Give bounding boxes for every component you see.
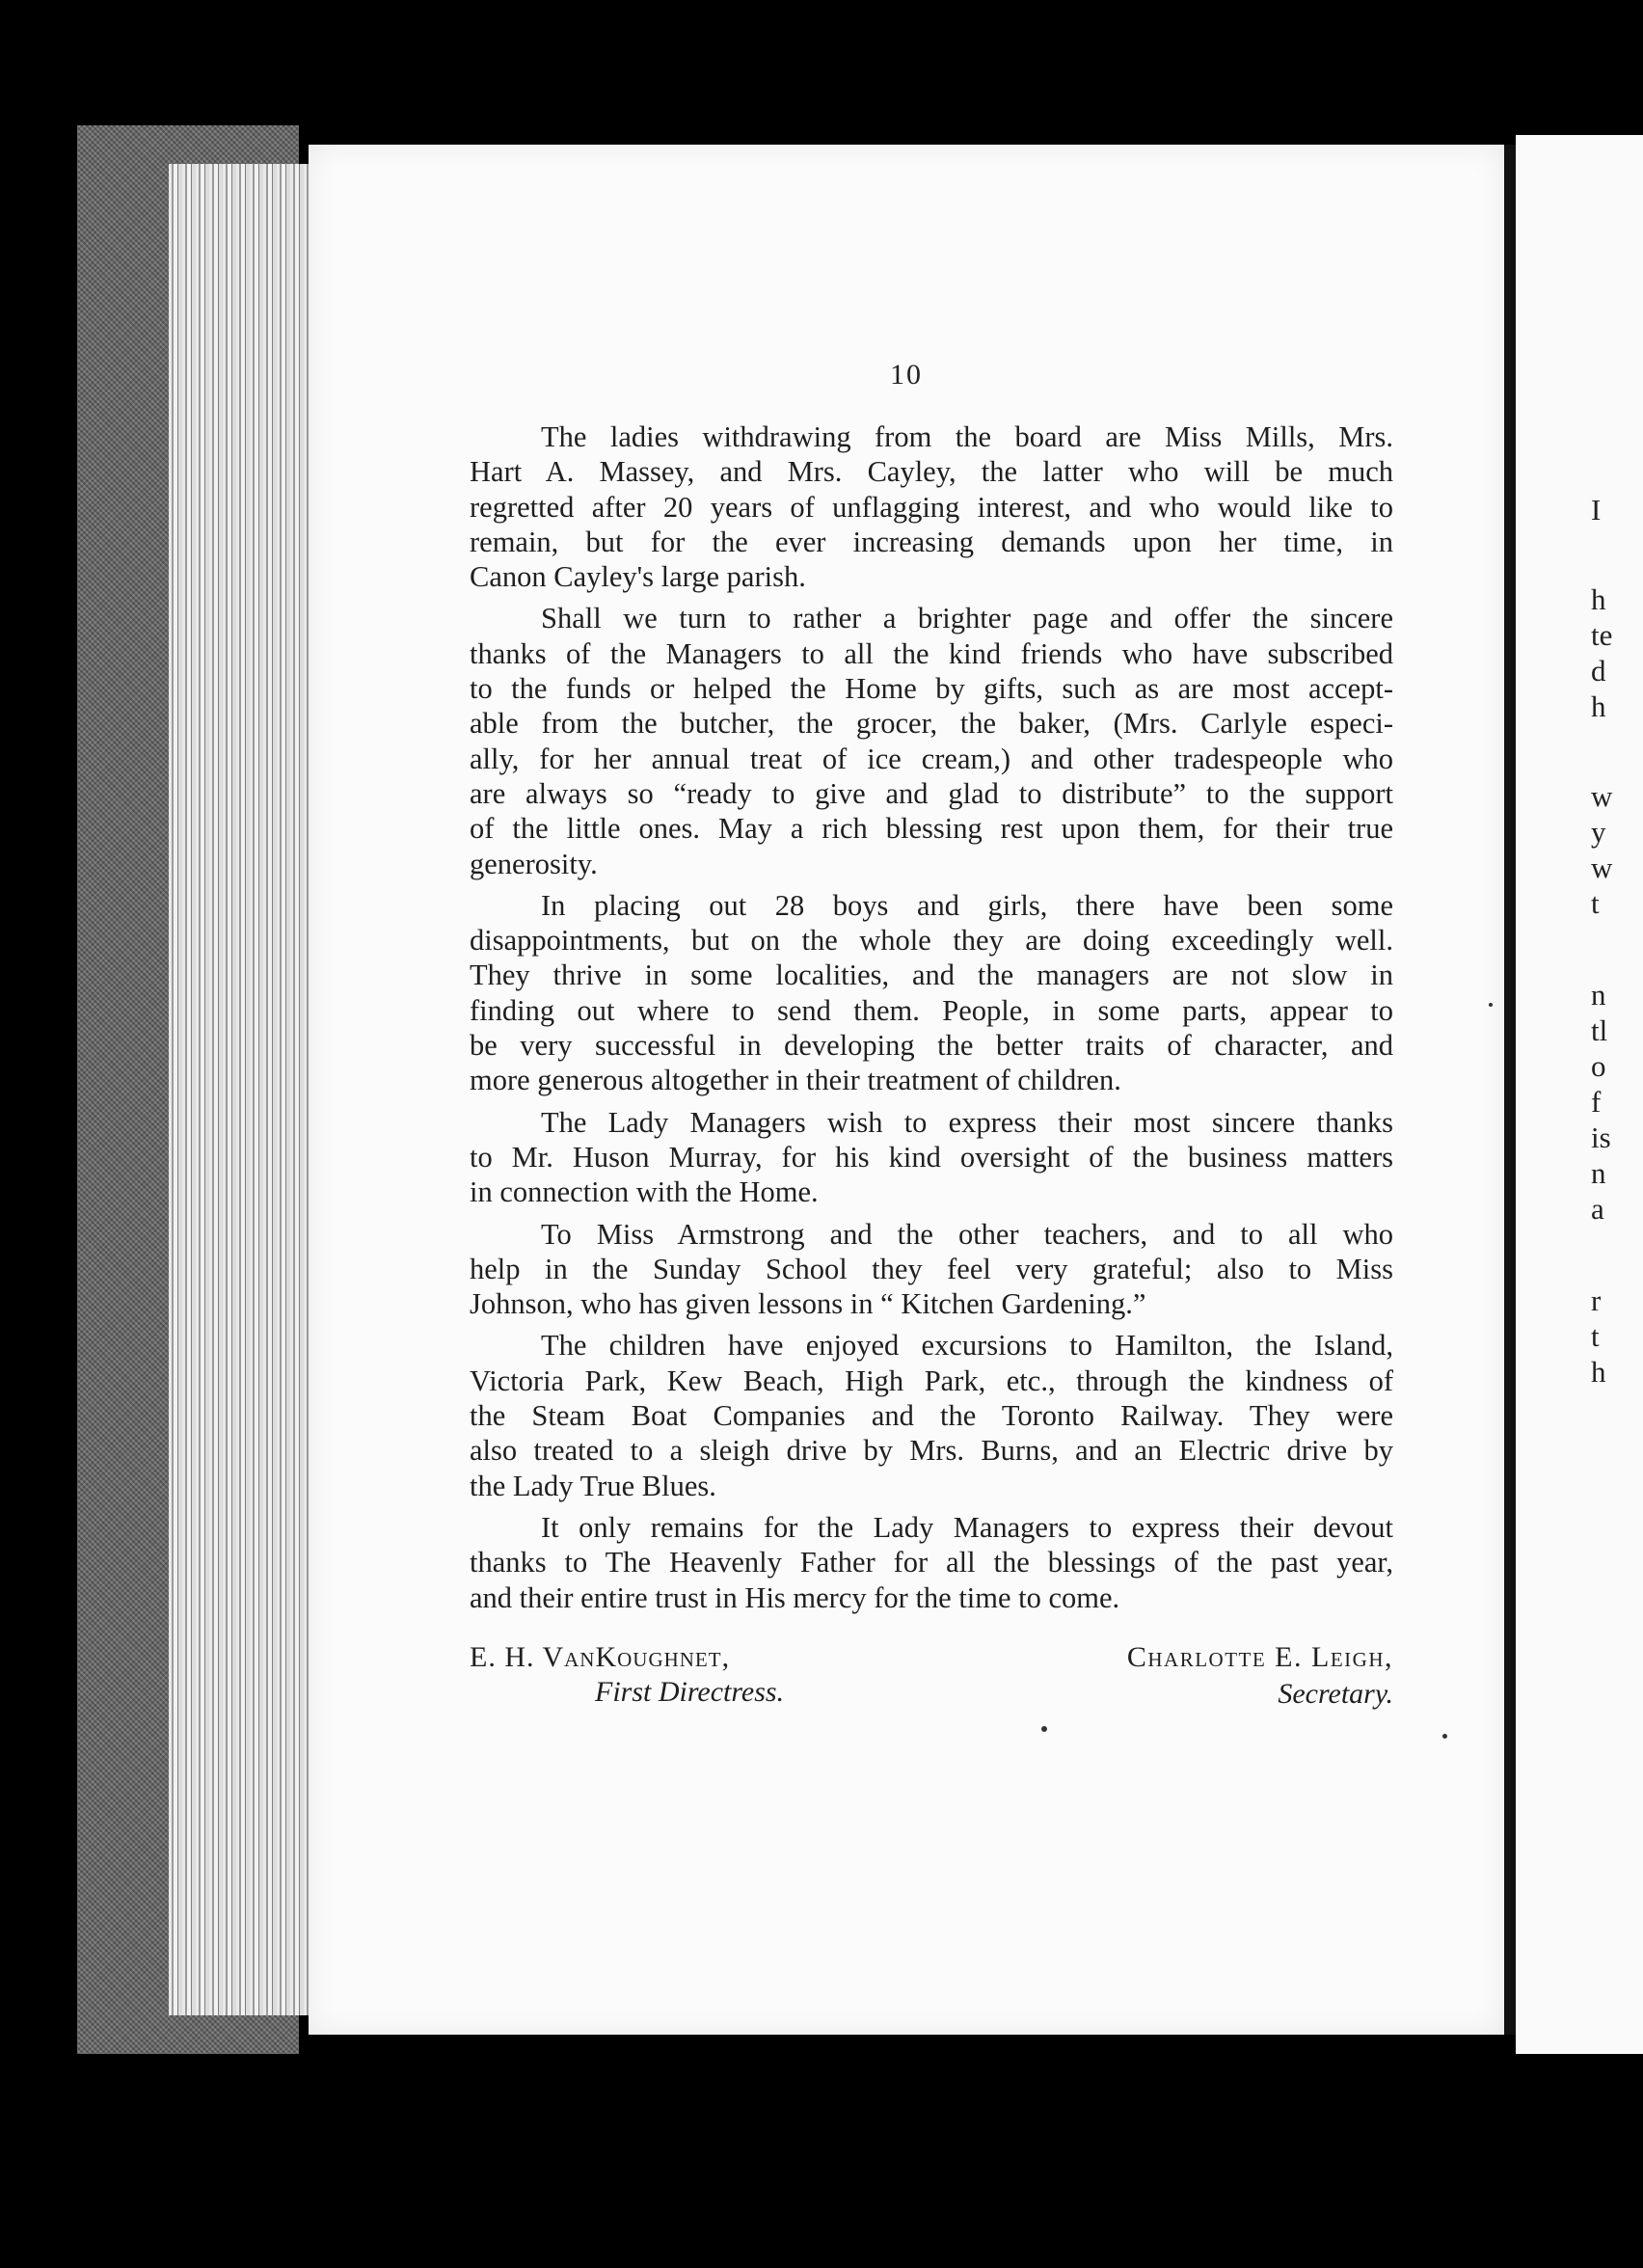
facing-page-fragment: h xyxy=(1591,689,1606,723)
text-line: finding out where to send them. People, in some parts, appear to xyxy=(470,993,1393,1027)
facing-page-fragment: t xyxy=(1591,1319,1600,1353)
facing-page-fragment: n xyxy=(1591,978,1606,1012)
signature-directress xyxy=(470,1641,784,1709)
dust-speck xyxy=(1489,1003,1493,1007)
text-line: in connection with the Home. xyxy=(470,1175,819,1209)
text-line: the Lady True Blues. xyxy=(470,1469,716,1502)
text-line: to the funds or helped the Home by gifts, such as are most accept- xyxy=(470,672,1393,706)
facing-page-fragment: I xyxy=(1591,493,1602,526)
facing-page xyxy=(1516,135,1643,2054)
facing-page-fragment: h xyxy=(1591,1355,1606,1389)
facing-page-fragment: o xyxy=(1591,1049,1606,1083)
signature-secretary xyxy=(1127,1641,1393,1711)
text-line: In placing out 28 boys and girls, there have been some xyxy=(541,888,1393,922)
text-line: able from the butcher, the grocer, the baker, (Mrs. Carlyle especi- xyxy=(470,707,1393,741)
facing-page-fragment: y xyxy=(1591,815,1606,849)
facing-page-fragment: t xyxy=(1591,886,1600,920)
signatory-title: Secretary. xyxy=(1278,1678,1393,1710)
text-line: It only remains for the Lady Managers to express their devout xyxy=(541,1510,1393,1544)
text-line: Canon Cayley's large parish. xyxy=(470,560,806,594)
book-gutter xyxy=(1504,145,1516,2035)
text-line: To Miss Armstrong and the other teachers, and to all who xyxy=(541,1217,1393,1251)
text-line: thanks of the Managers to all the kind friends who have subscribed xyxy=(470,636,1393,670)
facing-page-fragment: te xyxy=(1591,618,1613,652)
facing-page-fragment: f xyxy=(1591,1085,1602,1119)
signatory-name: E. H. VanKoughnet, xyxy=(470,1641,731,1673)
text-line: The ladies withdrawing from the board are Miss Mills, Mrs. xyxy=(541,420,1393,453)
facing-page-fragment: r xyxy=(1591,1283,1602,1317)
page-edges xyxy=(169,164,313,2015)
text-line: Johnson, who has given lessons in “ Kitchen Gardening.” xyxy=(470,1287,1146,1321)
text-line: remain, but for the ever increasing demands upon her time, in xyxy=(470,525,1393,558)
page-body xyxy=(470,419,1393,1622)
text-line: help in the Sunday School they feel very grateful; also to Miss xyxy=(470,1252,1393,1285)
dust-speck xyxy=(1041,1726,1047,1732)
facing-page-fragment: h xyxy=(1591,582,1606,616)
text-line: regretted after 20 years of unflagging interest, and who would like to xyxy=(470,490,1393,524)
signatory-title: First Directress. xyxy=(595,1676,785,1708)
paragraph-placing-out xyxy=(470,888,1393,1098)
book-page xyxy=(309,145,1504,2035)
paragraph-thanks xyxy=(470,601,1393,880)
facing-page-fragment: d xyxy=(1591,654,1606,688)
facing-page-fragment: a xyxy=(1591,1192,1604,1226)
text-line: They thrive in some localities, and the managers are not slow in xyxy=(470,958,1393,992)
paragraph-retirements xyxy=(470,419,1393,594)
text-line: The children have enjoyed excursions to Hamilton, the Island, xyxy=(541,1329,1393,1363)
paragraph-murray xyxy=(470,1105,1393,1210)
signatory-name: Charlotte E. Leigh, xyxy=(1126,1641,1393,1673)
page-number: 10 xyxy=(890,359,923,391)
text-line: the Steam Boat Companies and the Toronto Railway. They were xyxy=(470,1399,1393,1433)
text-line: disappointments, but on the whole they are doing exceedingly well. xyxy=(470,924,1393,958)
text-line: are always so “ready to give and glad to distribute” to the support xyxy=(470,776,1393,810)
text-line: be very successful in developing the better traits of character, and xyxy=(470,1029,1393,1063)
text-line: Shall we turn to rather a brighter page and offer the sincere xyxy=(541,602,1393,635)
text-line: Victoria Park, Kew Beach, High Park, etc., through the kindness of xyxy=(470,1364,1393,1397)
text-line: thanks to The Heavenly Father for all the blessings of the past year, xyxy=(470,1546,1393,1580)
text-line: Hart A. Massey, and Mrs. Cayley, the latter who will be much xyxy=(470,455,1393,489)
facing-page-fragment: w xyxy=(1591,850,1613,884)
paragraph-excursions xyxy=(470,1328,1393,1502)
text-line: and their entire trust in His mercy for the time to come. xyxy=(470,1580,1120,1614)
facing-page-fragment: tl xyxy=(1591,1013,1608,1047)
text-line: also treated to a sleigh drive by Mrs. Burns, and an Electric drive by xyxy=(470,1434,1393,1468)
facing-page-fragment: w xyxy=(1591,779,1613,813)
text-line: ally, for her annual treat of ice cream,) and other tradespeople who xyxy=(470,742,1393,775)
dust-speck xyxy=(1442,1734,1447,1739)
facing-page-fragment: n xyxy=(1591,1156,1606,1190)
text-line: to Mr. Huson Murray, for his kind oversight of the business matters xyxy=(470,1140,1393,1174)
text-line: The Lady Managers wish to express their most sincere thanks xyxy=(541,1105,1393,1139)
facing-page-fragment: is xyxy=(1591,1120,1611,1154)
text-line: of the little ones. May a rich blessing rest upon them, for their true xyxy=(470,812,1393,846)
signature-block xyxy=(470,1641,1393,1738)
text-line: more generous altogether in their treatment of children. xyxy=(470,1064,1121,1097)
paragraph-closing xyxy=(470,1510,1393,1615)
paragraph-teachers xyxy=(470,1217,1393,1322)
text-line: generosity. xyxy=(470,847,598,880)
